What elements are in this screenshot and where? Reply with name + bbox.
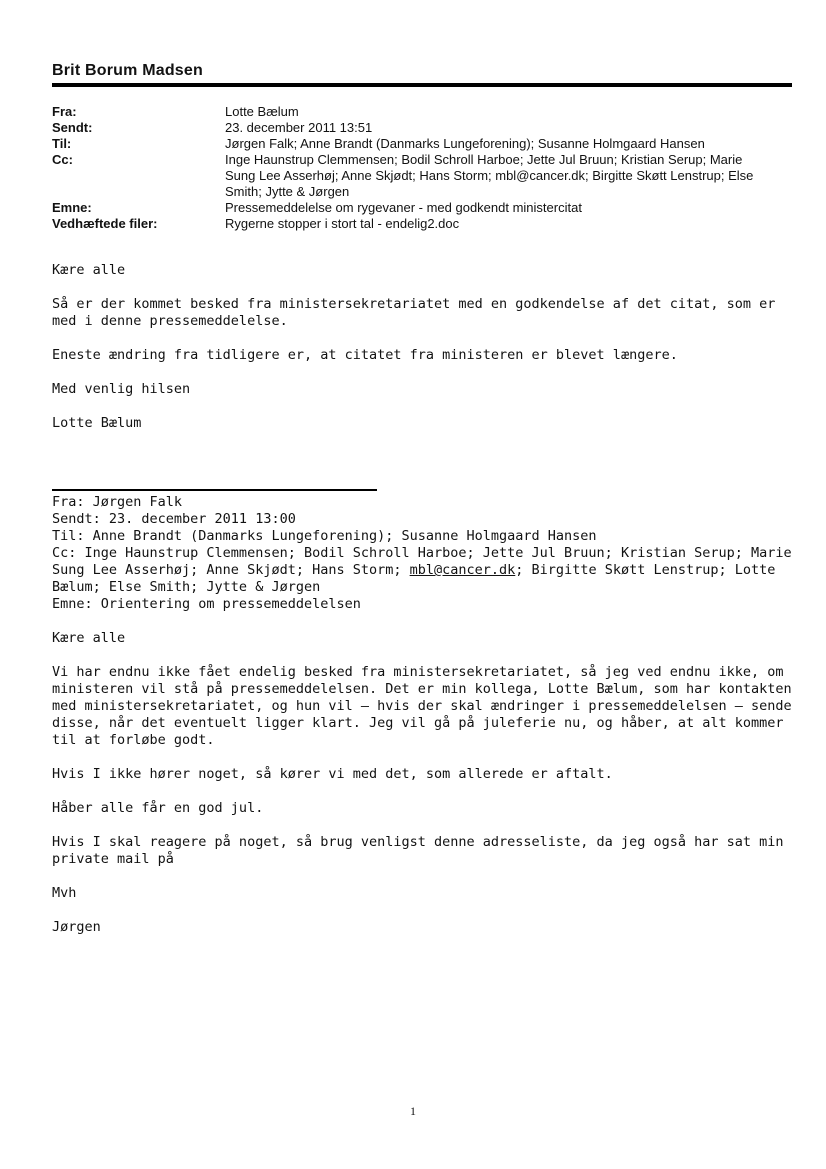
header-value-cc: Inge Haunstrup Clemmensen; Bodil Schroll Harboe; Jette Jul Bruun; Kristian Serup; Marie Sung Lee Asserhøj; Anne Skjødt; Hans Storm; mbl@cancer.dk; Birgitte Skøtt Lenstrup; Else Smith; Jytte & Jørgen xyxy=(225,152,754,199)
page-number: 1 xyxy=(410,1104,416,1118)
header-label-fra: Fra: xyxy=(52,104,77,119)
quoted-fra-line: Fra: Jørgen Falk xyxy=(52,494,183,510)
header-value-til: Jørgen Falk; Anne Brandt (Danmarks Lungeforening); Susanne Holmgaard Hansen xyxy=(225,136,705,151)
email-body xyxy=(52,262,794,432)
quoted-paragraph: Hvis I ikke hører noget, så kører vi med det, som allerede er aftalt. xyxy=(52,766,613,782)
quoted-til-line: Til: Anne Brandt (Danmarks Lungeforening); Susanne Holmgaard Hansen xyxy=(52,528,597,544)
email-header xyxy=(52,104,794,232)
quoted-cc-line xyxy=(52,545,794,596)
quoted-paragraph-greeting: Kære alle xyxy=(52,630,126,646)
title-divider xyxy=(52,83,792,87)
quoted-email-body xyxy=(52,630,794,936)
body-paragraph: Eneste ændring fra tidligere er, at citatet fra ministeren er blevet længere. xyxy=(52,347,678,363)
quoted-cc-text-after: ; Birgitte Skøtt Lenstrup; Lotte Bælum; Else Smith; Jytte & Jørgen xyxy=(52,562,776,595)
quoted-paragraph: Håber alle får en god jul. xyxy=(52,800,264,816)
quoted-email-divider xyxy=(52,489,377,491)
quoted-paragraph: Hvis I skal reagere på noget, så brug venligst denne adresseliste, da jeg også har sat min private mail på xyxy=(52,834,784,867)
header-value-emne: Pressemeddelelse om rygevaner - med godkendt ministercitat xyxy=(225,200,582,215)
body-paragraph-greeting: Kære alle xyxy=(52,262,126,278)
header-label-til: Til: xyxy=(52,136,72,151)
quoted-paragraph: Vi har endnu ikke fået endelig besked fra ministersekretariatet, så jeg ved endnu ikke, om ministeren vil stå på pressemeddelelsen. Det er min kollega, Lotte Bælum, som har kontakten med ministersekretariatet, og hun vil – hvis der skal ændringer i pressemeddelelsen – sende disse, når det eventuelt ligger klart. Jeg vil gå på juleferie nu, og håber, at alt kommer til at forløbe godt. xyxy=(52,664,792,748)
header-value-sendt: 23. december 2011 13:51 xyxy=(225,120,373,135)
body-paragraph-closing: Med venlig hilsen xyxy=(52,381,191,397)
page-title: Brit Borum Madsen xyxy=(52,62,203,79)
quoted-paragraph-signature: Jørgen xyxy=(52,919,101,935)
header-value-vedhaeftede: Rygerne stopper i stort tal - endelig2.doc xyxy=(225,216,460,231)
header-value-fra: Lotte Bælum xyxy=(225,104,299,119)
quoted-emne-line: Emne: Orientering om pressemeddelelsen xyxy=(52,596,361,612)
quoted-sendt-line: Sendt: 23. december 2011 13:00 xyxy=(52,511,296,527)
header-label-cc: Cc: xyxy=(52,152,73,167)
header-label-emne: Emne: xyxy=(52,200,92,215)
quoted-paragraph-closing: Mvh xyxy=(52,885,77,901)
body-paragraph: Så er der kommet besked fra ministersekretariatet med en godkendelse af det citat, som er med i denne pressemeddelelse. xyxy=(52,296,776,329)
quoted-email-header xyxy=(52,494,794,613)
email-link[interactable]: mbl@cancer.dk xyxy=(409,562,516,578)
header-label-sendt: Sendt: xyxy=(52,120,93,135)
quoted-cc-text-before: Cc: Inge Haunstrup Clemmensen; Bodil Schroll Harboe; Jette Jul Bruun; Kristian Serup; Marie Sung Lee Asserhøj; Anne Skjødt; Hans Storm; xyxy=(52,545,792,578)
header-label-vedhaeftede: Vedhæftede filer: xyxy=(52,216,158,231)
body-paragraph-signature: Lotte Bælum xyxy=(52,415,142,431)
